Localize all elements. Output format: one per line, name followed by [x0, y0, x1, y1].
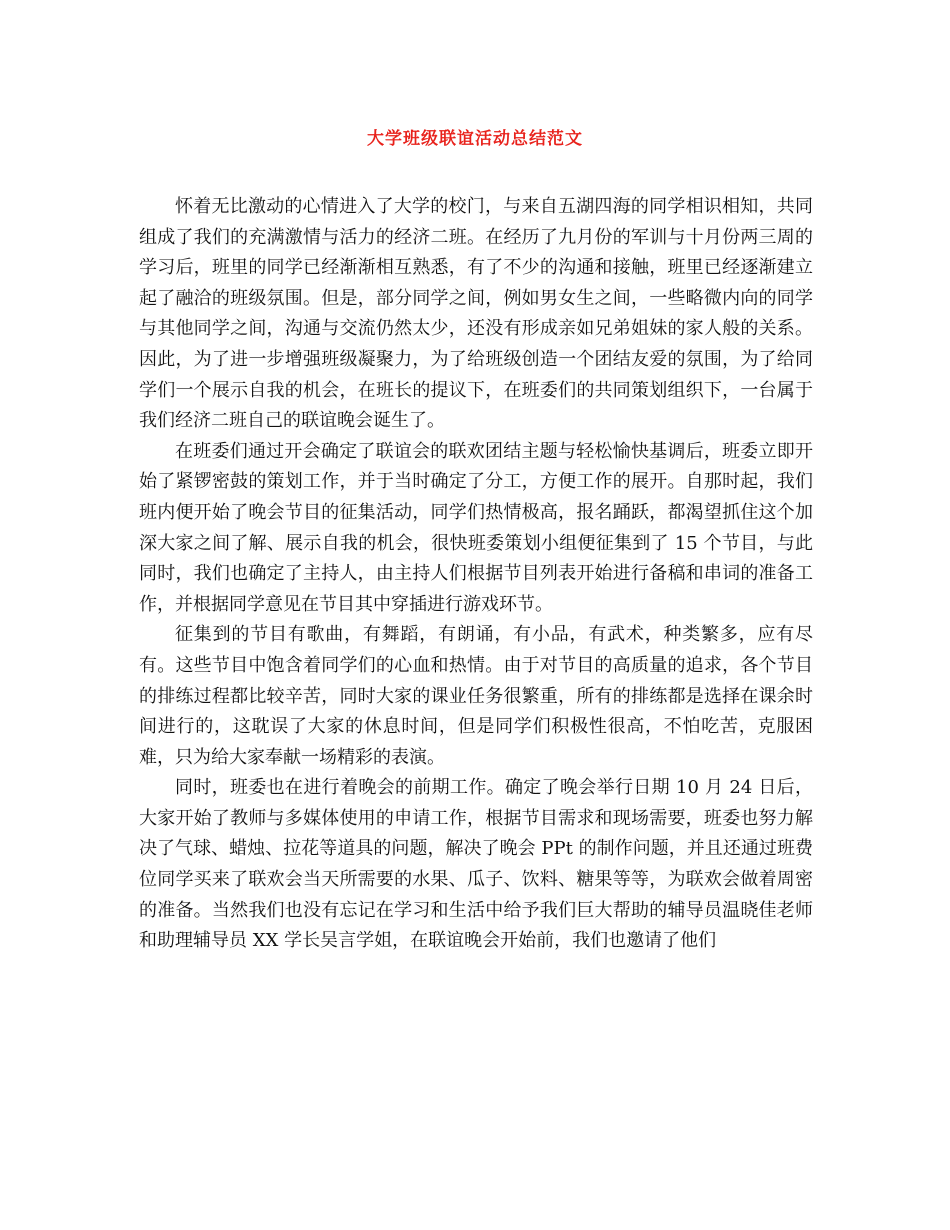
paragraph-1: 怀着无比激动的心情进入了大学的校门，与来自五湖四海的同学相识相知，共同组成了我们的充满激情与活力的经济二班。在经历了九月份的军训与十月份两三周的学习后，班里的同学已经渐渐相互熟悉，有了不少的沟通和接触，班里已经逐渐建立起了融洽的班级氛围。但是，部分同学之间，例如男女生之间，一些略微内向的同学与其他同学之间，沟通与交流仍然太少，还没有形成亲如兄弟姐妹的家人般的关系。因此，为了进一步增强班级凝聚力，为了给班级创造一个团结友爱的氛围，为了给同学们一个展示自我的机会，在班长的提议下，在班委们的共同策划组织下，一台属于我们经济二班自己的联谊晚会诞生了。: [139, 196, 813, 432]
paragraph-3: 征集到的节目有歌曲，有舞蹈，有朗诵，有小品，有武术，种类繁多，应有尽有。这些节目中饱含着同学们的心血和热情。由于对节目的高质量的追求，各个节目的排练过程都比较辛苦，同时大家的课业任务很繁重，所有的排练都是选择在课余时间进行的，这耽误了大家的休息时间，但是同学们积极性很高，不怕吃苦，克服困难，只为给大家奉献一场精彩的表演。: [139, 624, 813, 768]
paragraph-2: 在班委们通过开会确定了联谊会的联欢团结主题与轻松愉快基调后，班委立即开始了紧锣密鼓的策划工作，并于当时确定了分工，方便工作的展开。自那时起，我们班内便开始了晚会节目的征集活动，同学们热情极高，报名踊跃，都渴望抓住这个加深大家之间了解、展示自我的机会，很快班委策划小组便征集到了 15 个节目，与此同时，我们也确定了主持人，由主持人们根据节目列表开始进行备稿和串词的准备工作，并根据同学意见在节目其中穿插进行游戏环节。: [139, 440, 813, 615]
document-body: [139, 192, 813, 957]
paragraph-4: 同时，班委也在进行着晚会的前期工作。确定了晚会举行日期 10 月 24 日后，大家开始了教师与多媒体使用的申请工作，根据节目需求和现场需要，班委也努力解决了气球、蜡烛、拉花等道具的问题，解决了晚会 PPt 的制作问题，并且还通过班费位同学买来了联欢会当天所需要的水果、瓜子、饮料、糖果等等，为联欢会做着周密的准备。当然我们也没有忘记在学习和生活中给予我们巨大帮助的辅导员温晓佳老师和助理辅导员 XX 学长吴言学姐，在联谊晚会开始前，我们也邀请了他们: [139, 777, 813, 952]
document-title: 大学班级联谊活动总结范文: [367, 129, 583, 149]
